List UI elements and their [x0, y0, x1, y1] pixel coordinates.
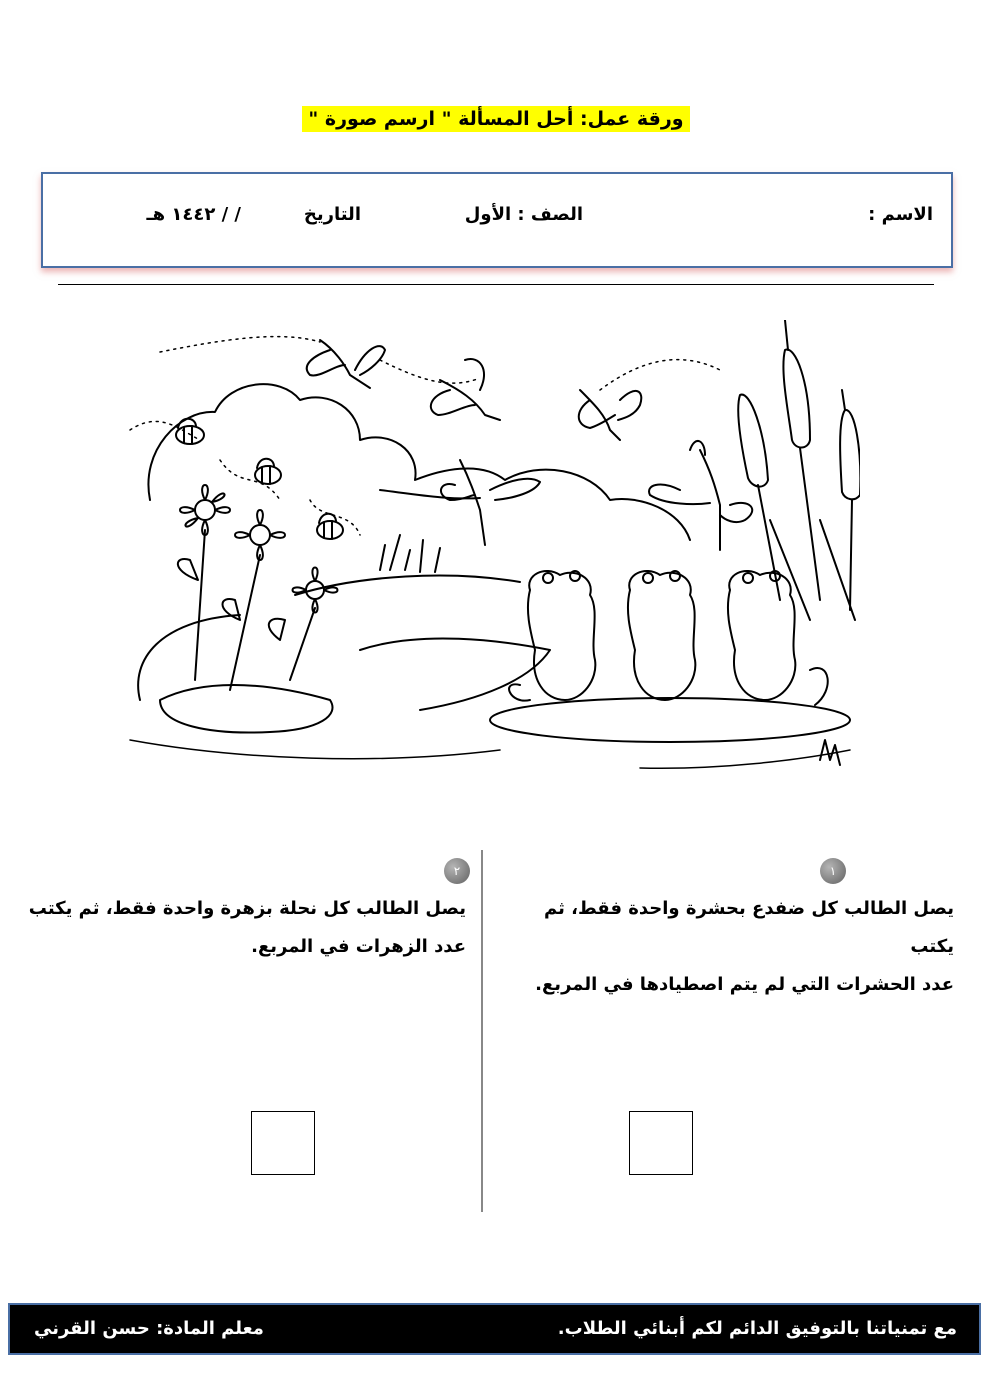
question-2-answer-box[interactable] [251, 1111, 315, 1175]
dragonfly-group [307, 340, 752, 550]
footer-wishes: مع تمنياتنا بالتوفيق الدائم لكم أبنائي الطلاب. [557, 1318, 957, 1339]
flower-group [160, 485, 338, 733]
question-1-line-1: يصل الطالب كل ضفدع بحشرة واحدة فقط، ثم يكتب [544, 898, 954, 957]
column-divider [481, 850, 483, 1212]
grade-label: الصف : الأول [464, 204, 583, 225]
question-1-line-2: عدد الحشرات التي لم يتم اصطيادها في المربع. [535, 974, 954, 995]
pond-scene-illustration [120, 320, 860, 780]
student-info-box [41, 172, 953, 268]
question-2-text [26, 890, 466, 966]
question-1-text [514, 890, 954, 1004]
date-value: / / ١٤٤٢ هـ [146, 204, 241, 225]
horizontal-rule [58, 284, 934, 285]
cattail-group [738, 320, 860, 620]
bee-group [176, 419, 343, 539]
worksheet-title-text: ورقة عمل: أحل المسألة " ارسم صورة " [302, 106, 689, 132]
date-label: التاريخ [303, 204, 361, 225]
footer-bar [8, 1303, 981, 1355]
name-label: الاسم : [868, 204, 933, 225]
question-2-number-badge: ٢ [444, 858, 470, 884]
question-1-number-badge: ١ [820, 858, 846, 884]
worksheet-title [0, 108, 992, 130]
question-2-line-1: يصل الطالب كل نحلة بزهرة واحدة فقط، ثم يكتب [28, 898, 466, 919]
question-2-line-2: عدد الزهرات في المربع. [251, 936, 466, 957]
footer-teacher: معلم المادة: حسن القرني [34, 1318, 264, 1339]
question-1-answer-box[interactable] [629, 1111, 693, 1175]
